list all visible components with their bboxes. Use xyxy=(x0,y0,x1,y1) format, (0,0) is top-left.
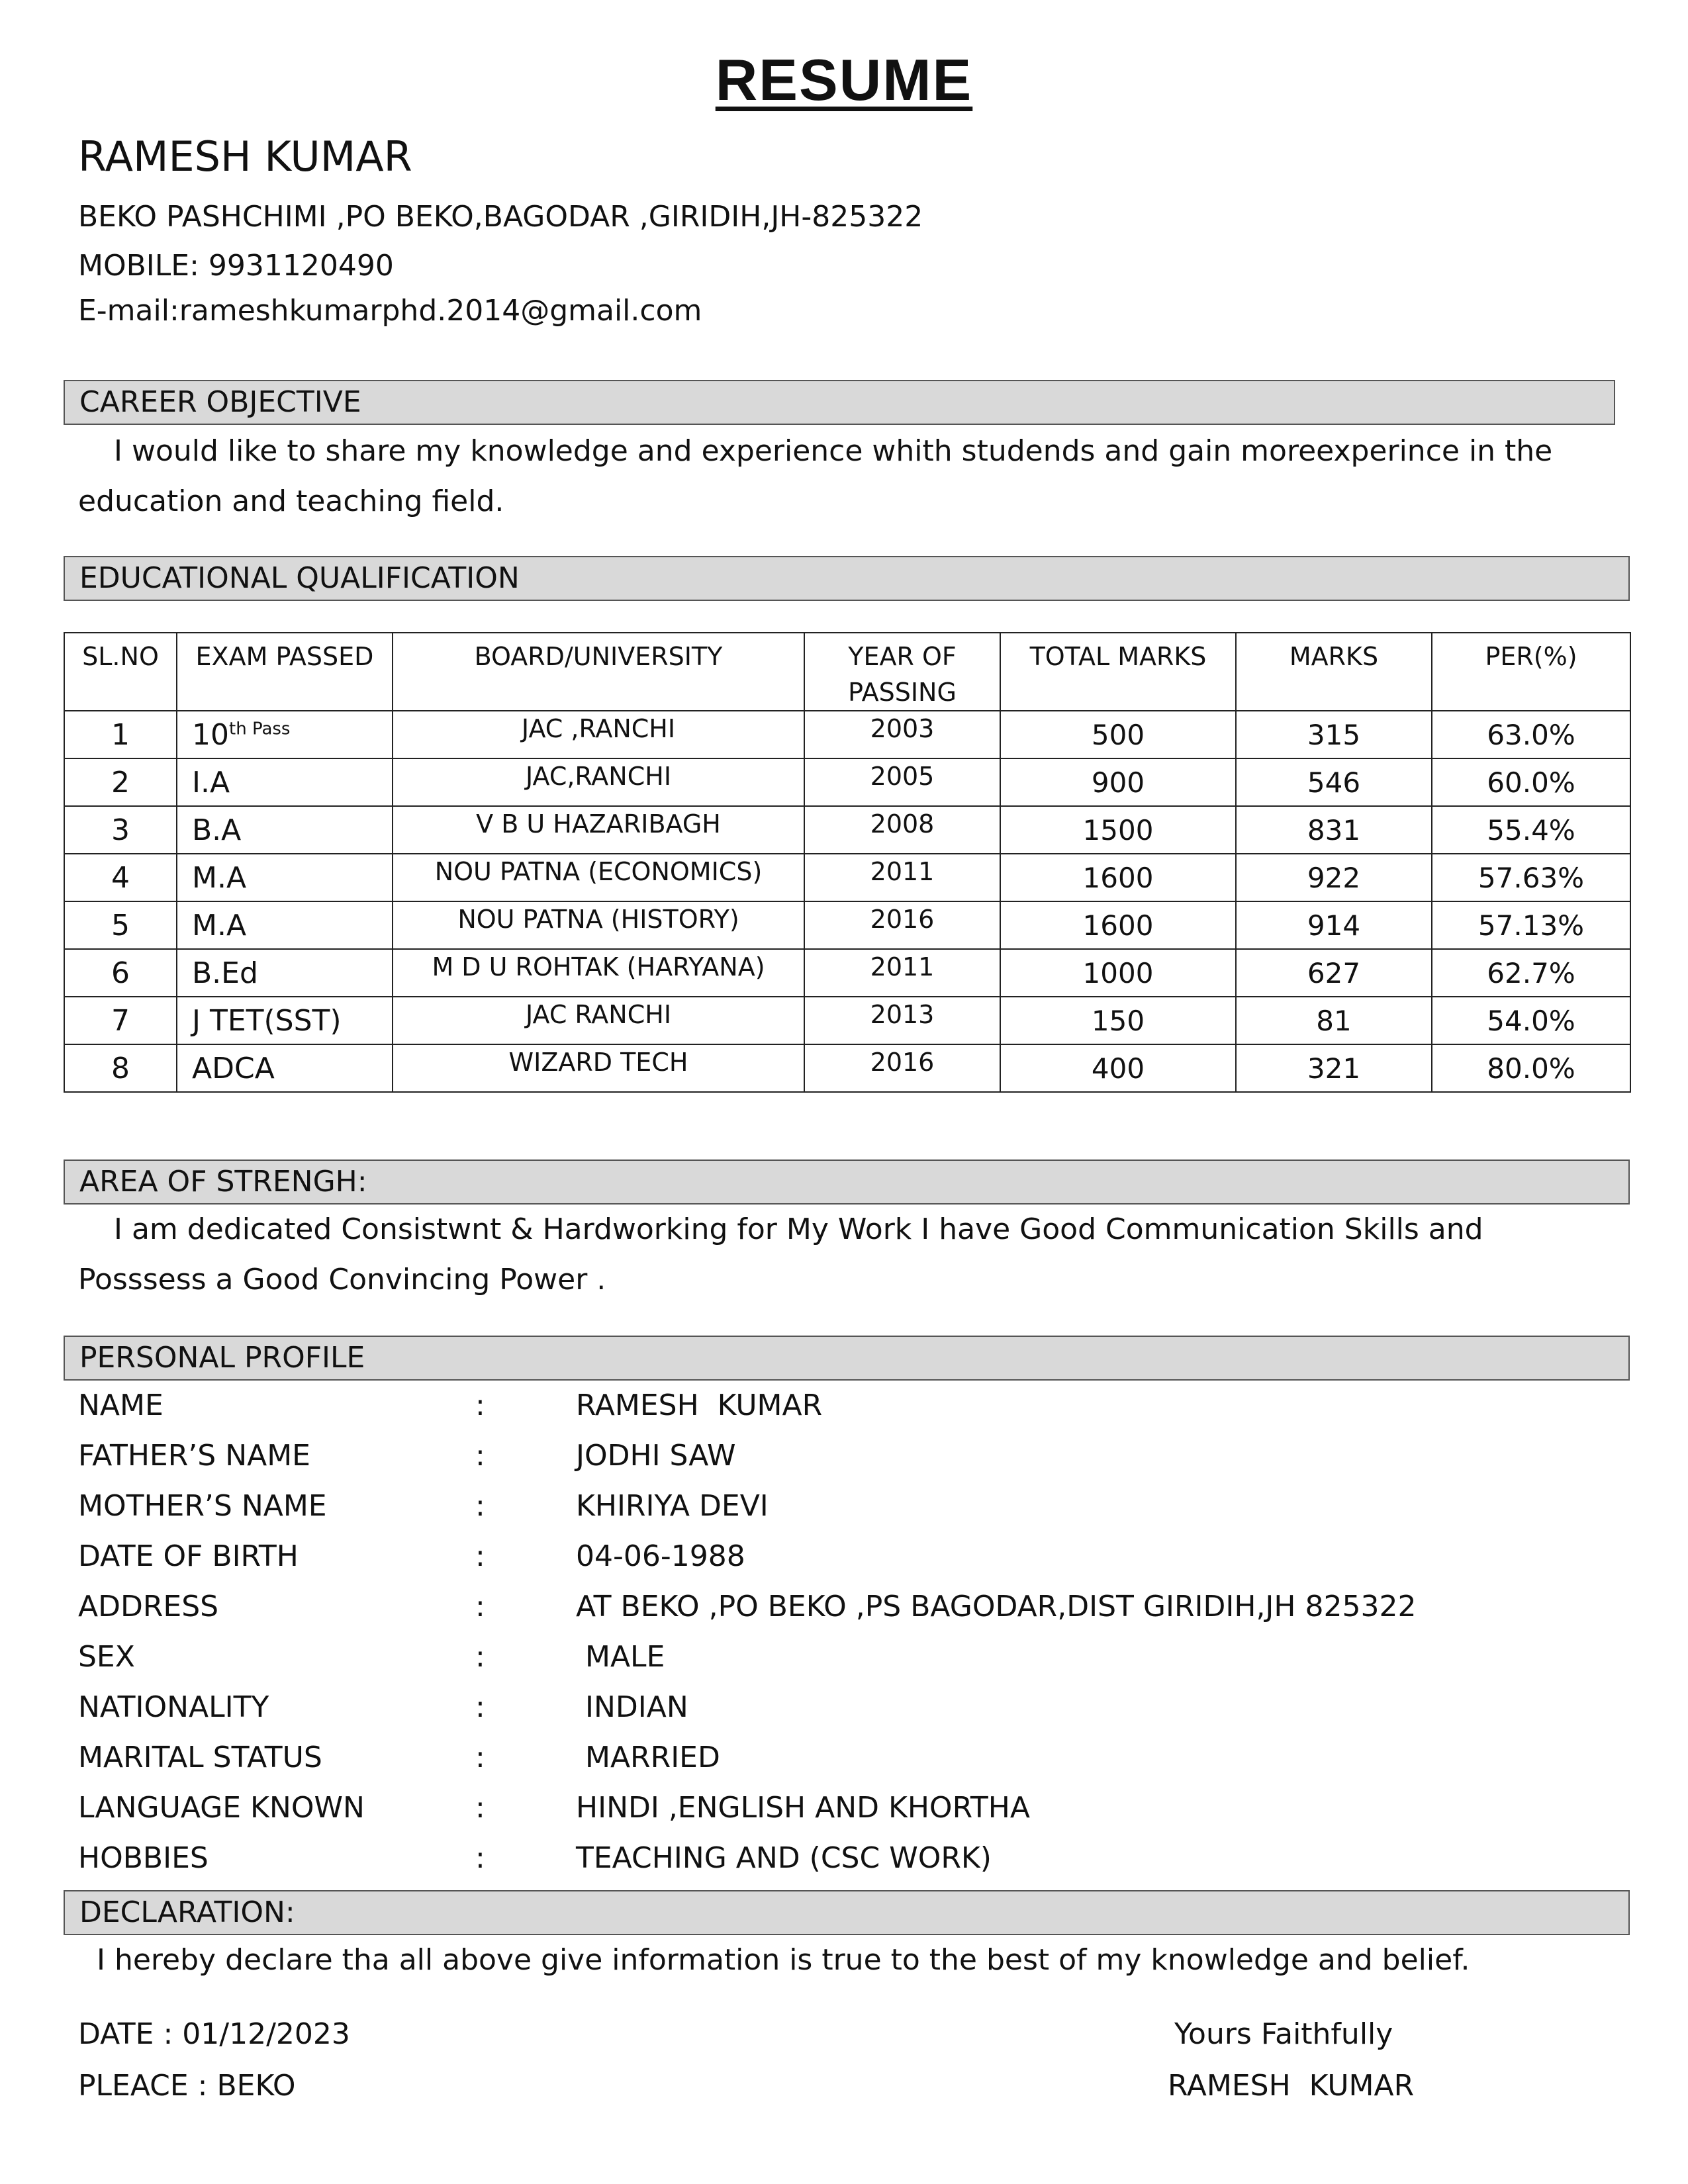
date-line: DATE : 01/12/2023 xyxy=(78,2017,350,2051)
year-cell-text: 2016 xyxy=(870,905,935,934)
year-cell-text: 2013 xyxy=(870,1000,935,1029)
profile-value: MARRIED xyxy=(576,1741,720,1774)
col-header-sl: SL.NO xyxy=(64,633,177,711)
declaration-heading: DECLARATION: xyxy=(64,1890,1630,1935)
board-cell xyxy=(393,711,804,758)
marks-cell xyxy=(1236,806,1432,854)
sl-cell-text: 3 xyxy=(111,813,130,847)
total-marks-cell xyxy=(1000,997,1236,1044)
career-objective-text xyxy=(78,426,1620,527)
strength-heading: AREA OF STRENGH: xyxy=(64,1160,1630,1205)
profile-value: 04-06-1988 xyxy=(576,1539,745,1573)
sl-cell xyxy=(64,949,177,997)
table-row xyxy=(64,758,1630,806)
board-cell xyxy=(393,854,804,901)
percentage-cell xyxy=(1432,711,1630,758)
year-cell-text: 2016 xyxy=(870,1048,935,1077)
table-row xyxy=(64,1044,1630,1092)
sl-cell xyxy=(64,806,177,854)
profile-separator: : xyxy=(475,1741,485,1774)
board-cell xyxy=(393,758,804,806)
personal-profile-heading: PERSONAL PROFILE xyxy=(64,1336,1630,1381)
total-marks-cell-text: 1600 xyxy=(1082,909,1154,942)
sl-cell-text: 4 xyxy=(111,860,130,895)
education-header-row xyxy=(64,633,1630,711)
year-cell-text: 2005 xyxy=(870,762,935,791)
page-title: RESUME xyxy=(715,47,973,113)
candidate-name: RAMESH KUMAR xyxy=(78,132,412,181)
profile-value: KHIRIYA DEVI xyxy=(576,1489,769,1523)
board-cell xyxy=(393,806,804,854)
declaration-text: I hereby declare tha all above give information is true to the best of my knowledge and belief. xyxy=(97,1943,1470,1977)
strength-text xyxy=(78,1205,1620,1305)
year-cell xyxy=(804,997,1000,1044)
board-cell-text: JAC RANCHI xyxy=(525,1000,672,1029)
board-cell xyxy=(393,1044,804,1092)
table-row xyxy=(64,854,1630,901)
closing-line: Yours Faithfully xyxy=(1174,2017,1393,2051)
profile-separator: : xyxy=(475,1690,485,1724)
board-cell-text: WIZARD TECH xyxy=(508,1048,688,1077)
exam-cell xyxy=(177,711,393,758)
percentage-cell xyxy=(1432,901,1630,949)
profile-label: FATHER’S NAME xyxy=(78,1439,310,1473)
marks-cell xyxy=(1236,1044,1432,1092)
year-cell-text: 2011 xyxy=(870,857,935,886)
marks-cell-text: 546 xyxy=(1307,766,1361,799)
year-cell-text: 2003 xyxy=(870,714,935,743)
total-marks-cell xyxy=(1000,901,1236,949)
exam-cell-text: M.A xyxy=(192,860,247,895)
year-cell xyxy=(804,854,1000,901)
profile-row xyxy=(78,1531,1601,1582)
marks-cell xyxy=(1236,758,1432,806)
education-heading: EDUCATIONAL QUALIFICATION xyxy=(64,556,1630,601)
year-cell xyxy=(804,901,1000,949)
profile-row xyxy=(78,1431,1601,1481)
table-row xyxy=(64,806,1630,854)
board-cell xyxy=(393,901,804,949)
profile-row xyxy=(78,1632,1601,1682)
sl-cell xyxy=(64,997,177,1044)
total-marks-cell xyxy=(1000,806,1236,854)
year-cell xyxy=(804,806,1000,854)
sl-cell xyxy=(64,1044,177,1092)
exam-superscript: th Pass xyxy=(229,718,291,739)
profile-separator: : xyxy=(475,1590,485,1623)
profile-label: MOTHER’S NAME xyxy=(78,1489,327,1523)
percentage-cell-text: 54.0% xyxy=(1487,1004,1575,1037)
total-marks-cell-text: 900 xyxy=(1091,766,1145,799)
percentage-cell xyxy=(1432,997,1630,1044)
profile-row xyxy=(78,1733,1601,1783)
percentage-cell-text: 63.0% xyxy=(1487,718,1575,751)
total-marks-cell-text: 1600 xyxy=(1082,861,1154,894)
marks-cell-text: 627 xyxy=(1307,956,1361,989)
col-header-per: PER(%) xyxy=(1432,633,1630,711)
profile-separator: : xyxy=(475,1791,485,1825)
marks-cell-text: 321 xyxy=(1307,1052,1361,1085)
percentage-cell-text: 60.0% xyxy=(1487,766,1575,799)
percentage-cell xyxy=(1432,949,1630,997)
table-row xyxy=(64,949,1630,997)
profile-row xyxy=(78,1783,1601,1833)
board-cell-text: NOU PATNA (HISTORY) xyxy=(457,905,739,934)
place-line: PLEACE : BEKO xyxy=(78,2069,296,2103)
board-cell-text: JAC,RANCHI xyxy=(525,762,672,791)
col-header-board: BOARD/UNIVERSITY xyxy=(393,633,804,711)
profile-separator: : xyxy=(475,1489,485,1523)
career-objective-heading: CAREER OBJECTIVE xyxy=(64,380,1615,425)
col-header-year: YEAR OF PASSING xyxy=(804,633,1000,711)
address-line: BEKO PASHCHIMI ,PO BEKO,BAGODAR ,GIRIDIH,JH-825322 xyxy=(78,200,923,234)
total-marks-cell-text: 400 xyxy=(1091,1052,1145,1085)
percentage-cell-text: 57.63% xyxy=(1477,861,1585,894)
profile-value: TEACHING AND (CSC WORK) xyxy=(576,1841,992,1875)
profile-value: MALE xyxy=(576,1640,665,1674)
profile-label: HOBBIES xyxy=(78,1841,209,1875)
col-header-marks: MARKS xyxy=(1236,633,1432,711)
marks-cell xyxy=(1236,711,1432,758)
col-header-total: TOTAL MARKS xyxy=(1000,633,1236,711)
marks-cell xyxy=(1236,949,1432,997)
total-marks-cell xyxy=(1000,1044,1236,1092)
marks-cell-text: 831 xyxy=(1307,813,1361,846)
profile-row xyxy=(78,1481,1601,1531)
sl-cell-text: 5 xyxy=(111,908,130,942)
exam-cell-text: 10 xyxy=(192,717,229,752)
exam-cell-text: I.A xyxy=(192,765,230,799)
exam-cell xyxy=(177,901,393,949)
percentage-cell-text: 80.0% xyxy=(1487,1052,1575,1085)
total-marks-cell xyxy=(1000,758,1236,806)
sl-cell-text: 7 xyxy=(111,1003,130,1038)
profile-label: MARITAL STATUS xyxy=(78,1741,322,1774)
sl-cell-text: 6 xyxy=(111,956,130,990)
education-table xyxy=(64,632,1631,1093)
exam-cell-text: ADCA xyxy=(192,1051,275,1085)
exam-cell-text: B.Ed xyxy=(192,956,258,990)
percentage-cell xyxy=(1432,1044,1630,1092)
marks-cell-text: 315 xyxy=(1307,718,1361,751)
marks-cell xyxy=(1236,997,1432,1044)
total-marks-cell-text: 1500 xyxy=(1082,813,1154,846)
exam-cell-text: M.A xyxy=(192,908,247,942)
percentage-cell-text: 62.7% xyxy=(1487,956,1575,989)
mobile-line: MOBILE: 9931120490 xyxy=(78,249,394,283)
profile-separator: : xyxy=(475,1640,485,1674)
profile-value: RAMESH KUMAR xyxy=(576,1388,823,1422)
profile-row xyxy=(78,1381,1601,1431)
year-cell xyxy=(804,758,1000,806)
profile-separator: : xyxy=(475,1439,485,1473)
profile-value: JODHI SAW xyxy=(576,1439,736,1473)
percentage-cell xyxy=(1432,854,1630,901)
profile-label: LANGUAGE KNOWN xyxy=(78,1791,365,1825)
total-marks-cell-text: 150 xyxy=(1091,1004,1145,1037)
year-cell xyxy=(804,711,1000,758)
profile-row xyxy=(78,1582,1601,1632)
exam-cell xyxy=(177,806,393,854)
profile-label: NAME xyxy=(78,1388,164,1422)
sl-cell xyxy=(64,711,177,758)
marks-cell-text: 922 xyxy=(1307,861,1361,894)
sl-cell xyxy=(64,758,177,806)
profile-label: DATE OF BIRTH xyxy=(78,1539,299,1573)
table-row xyxy=(64,997,1630,1044)
profile-value: AT BEKO ,PO BEKO ,PS BAGODAR,DIST GIRIDIH,JH 825322 xyxy=(576,1590,1417,1623)
strength-body: I am dedicated Consistwnt & Hardworking for My Work I have Good Communication Skills and Posssess a Good Convincing Power . xyxy=(78,1212,1483,1297)
total-marks-cell xyxy=(1000,854,1236,901)
sl-cell xyxy=(64,854,177,901)
year-cell xyxy=(804,1044,1000,1092)
exam-cell xyxy=(177,949,393,997)
marks-cell xyxy=(1236,854,1432,901)
profile-value: HINDI ,ENGLISH AND KHORTHA xyxy=(576,1791,1030,1825)
profile-row xyxy=(78,1833,1601,1884)
sl-cell-text: 2 xyxy=(111,765,130,799)
marks-cell-text: 81 xyxy=(1316,1004,1352,1037)
total-marks-cell xyxy=(1000,949,1236,997)
career-objective-body: I would like to share my knowledge and experience whith studends and gain moreexperince in the education and teaching field. xyxy=(78,434,1553,518)
exam-cell xyxy=(177,1044,393,1092)
profile-label: SEX xyxy=(78,1640,135,1674)
exam-cell-text: B.A xyxy=(192,813,242,847)
profile-label: NATIONALITY xyxy=(78,1690,269,1724)
year-cell xyxy=(804,949,1000,997)
percentage-cell xyxy=(1432,806,1630,854)
profile-separator: : xyxy=(475,1841,485,1875)
signature-name: RAMESH KUMAR xyxy=(1168,2069,1415,2103)
total-marks-cell-text: 500 xyxy=(1091,718,1145,751)
percentage-cell-text: 55.4% xyxy=(1487,813,1575,846)
exam-cell-text: J TET(SST) xyxy=(192,1003,342,1038)
table-row xyxy=(64,711,1630,758)
year-cell-text: 2011 xyxy=(870,952,935,981)
board-cell-text: M D U ROHTAK (HARYANA) xyxy=(432,952,765,981)
table-row xyxy=(64,901,1630,949)
profile-row xyxy=(78,1682,1601,1733)
board-cell-text: NOU PATNA (ECONOMICS) xyxy=(434,857,763,886)
board-cell xyxy=(393,949,804,997)
sl-cell-text: 1 xyxy=(111,717,130,752)
profile-value: INDIAN xyxy=(576,1690,688,1724)
col-header-exam: EXAM PASSED xyxy=(177,633,393,711)
total-marks-cell-text: 1000 xyxy=(1082,956,1154,989)
exam-cell xyxy=(177,854,393,901)
profile-separator: : xyxy=(475,1539,485,1573)
sl-cell-text: 8 xyxy=(111,1051,130,1085)
profile-separator: : xyxy=(475,1388,485,1422)
board-cell-text: JAC ,RANCHI xyxy=(521,714,676,743)
total-marks-cell xyxy=(1000,711,1236,758)
percentage-cell-text: 57.13% xyxy=(1477,909,1585,942)
exam-cell xyxy=(177,997,393,1044)
board-cell-text: V B U HAZARIBAGH xyxy=(476,809,721,839)
year-cell-text: 2008 xyxy=(870,809,935,839)
marks-cell xyxy=(1236,901,1432,949)
board-cell xyxy=(393,997,804,1044)
profile-label: ADDRESS xyxy=(78,1590,219,1623)
percentage-cell xyxy=(1432,758,1630,806)
exam-cell xyxy=(177,758,393,806)
marks-cell-text: 914 xyxy=(1307,909,1361,942)
sl-cell xyxy=(64,901,177,949)
email-line: E-mail:rameshkumarphd.2014@gmail.com xyxy=(78,294,702,328)
